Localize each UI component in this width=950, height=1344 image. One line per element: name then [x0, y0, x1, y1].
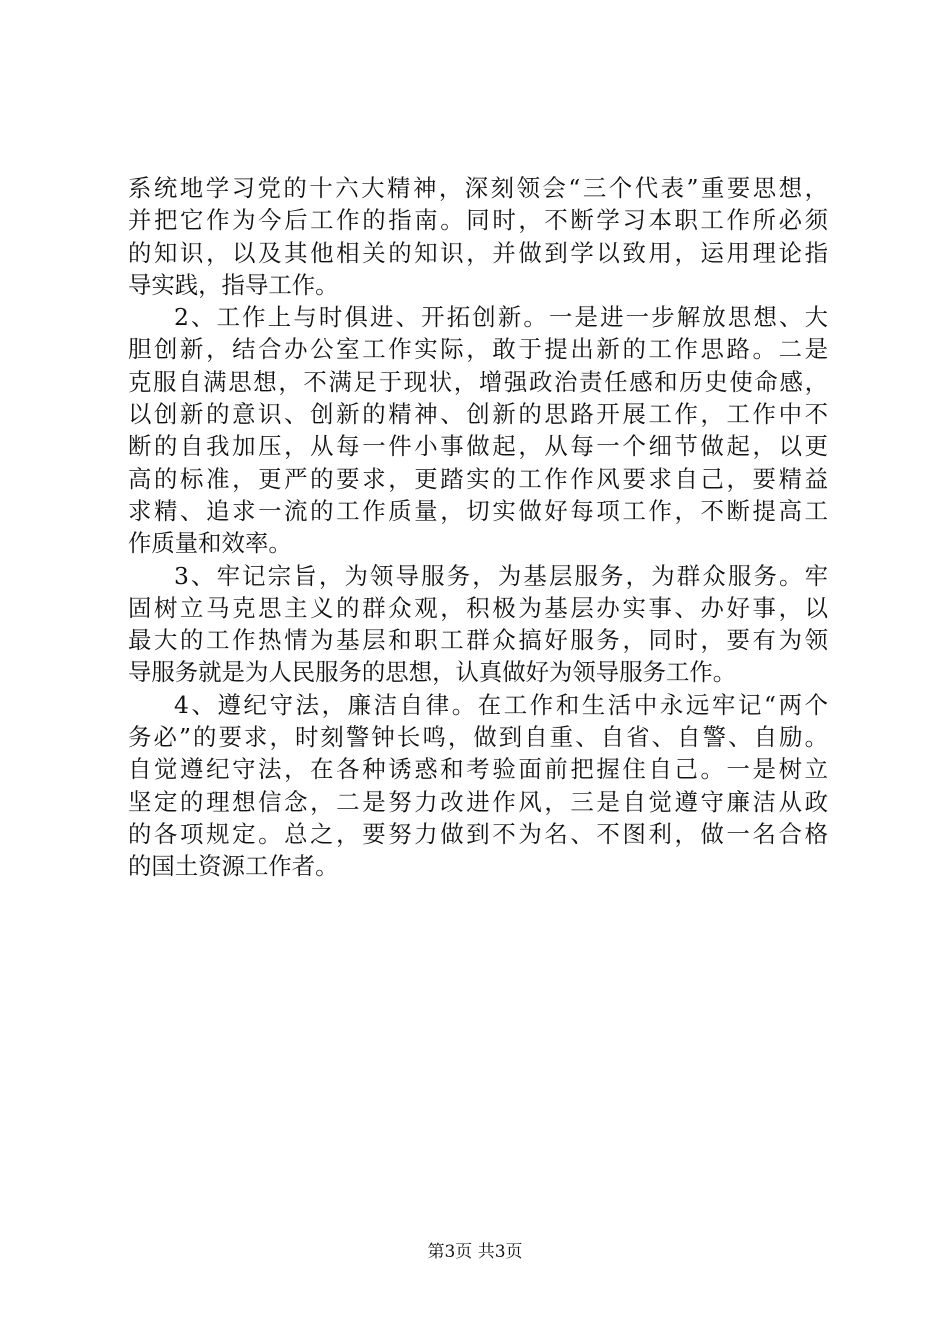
text-line: 求精、追求一流的工作质量，切实做好每项工作，不断提高工 [128, 496, 828, 525]
text-line: 作质量和效率。 [128, 529, 292, 558]
paragraph-4-first-line: 4、遵纪守法，廉洁自律。在工作和生活中永远牢记“两个 [174, 690, 828, 719]
text-line: 以创新的意识、创新的精神、创新的思路开展工作，工作中不 [128, 400, 828, 429]
text-line: 高的标准，更严的要求，更踏实的工作作风要求自己，要精益 [128, 464, 828, 493]
text-line: 克服自满思想，不满足于现状，增强政治责任感和历史使命感， [128, 367, 828, 396]
document-body [128, 172, 828, 883]
text-line: 断的自我加压，从每一件小事做起，从每一个细节做起，以更 [128, 432, 828, 461]
text-line: 胆创新，结合办公室工作实际，敢于提出新的工作思路。二是 [128, 335, 828, 364]
text-line: 导服务就是为人民服务的思想，认真做好为领导服务工作。 [128, 658, 737, 687]
text-line: 坚定的理想信念，二是努力改进作风，三是自觉遵守廉洁从政 [128, 787, 828, 816]
text-line: 固树立马克思主义的群众观，积极为基层办实事、办好事，以 [128, 593, 828, 622]
text-line: 导实践，指导工作。 [128, 270, 339, 299]
text-line: 最大的工作热情为基层和职工群众搞好服务，同时，要有为领 [128, 626, 828, 655]
text-line: 自觉遵纪守法，在各种诱惑和考验面前把握住自己。一是树立 [128, 755, 828, 784]
text-line: 的知识，以及其他相关的知识，并做到学以致用，运用理论指 [128, 238, 828, 267]
text-line: 系统地学习党的十六大精神，深刻领会“三个代表”重要思想， [128, 174, 828, 202]
text-line: 的国土资源工作者。 [128, 852, 339, 881]
paragraph-3-first-line: 3、牢记宗旨，为领导服务，为基层服务，为群众服务。牢 [174, 561, 828, 590]
paragraph-2-first-line: 2、工作上与时俱进、开拓创新。一是进一步解放思想、大 [174, 303, 828, 332]
text-line: 的各项规定。总之，要努力做到不为名、不图利，做一名合格 [128, 819, 828, 848]
text-line: 务必”的要求，时刻警钟长鸣，做到自重、自省、自警、自励。 [128, 723, 828, 752]
page-footer: 第3页 共3页 [427, 1242, 523, 1262]
text-line: 并把它作为今后工作的指南。同时，不断学习本职工作所必须 [128, 206, 828, 235]
